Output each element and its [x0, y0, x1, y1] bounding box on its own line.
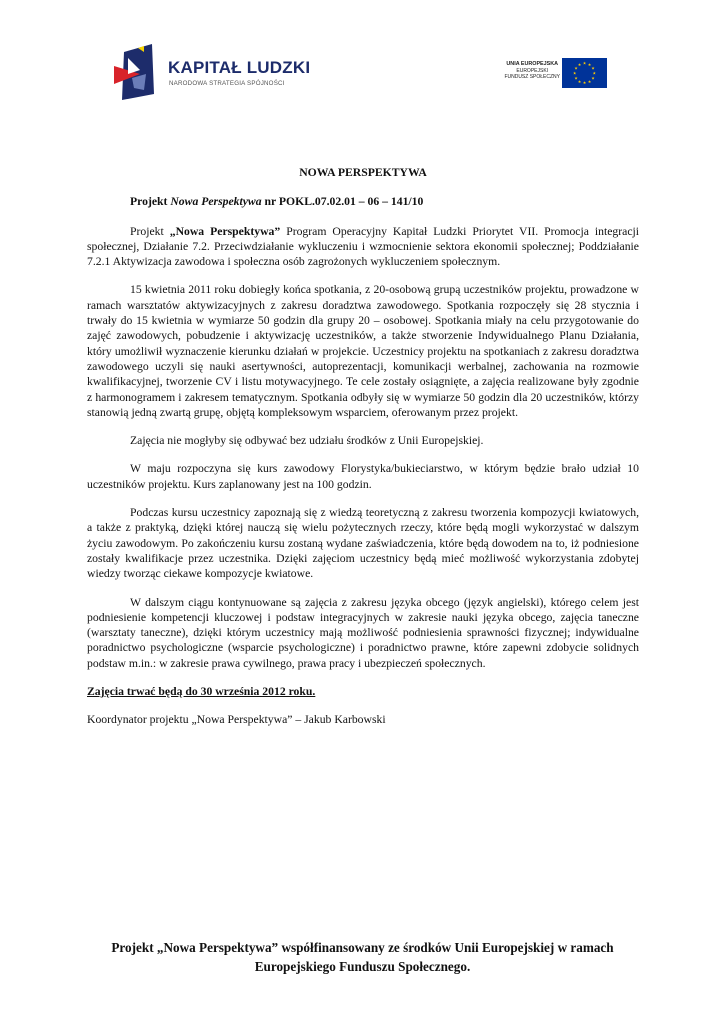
svg-text:★: ★ — [592, 70, 597, 76]
kapital-ludzki-title: KAPITAŁ LUDZKI — [168, 58, 311, 77]
svg-text:★: ★ — [577, 61, 582, 67]
paragraph-program-name: „Nowa Perspektywa” — [169, 224, 281, 238]
svg-text:★: ★ — [574, 75, 578, 81]
document-title: NOWA PERSPEKTYWA — [299, 166, 427, 179]
eu-logo-text — [504, 61, 560, 81]
page-footer — [60, 938, 665, 976]
paragraph-program — [87, 224, 639, 270]
footer-line-1: Projekt „Nowa Perspektywa” współfinansowany ze środków Unii Europejskiej w ramach — [111, 940, 614, 955]
coordinator-line: Koordynator projektu „Nowa Perspektywa” – Jakub Karbowski — [87, 713, 386, 727]
kapital-ludzki-emblem-icon — [114, 44, 162, 102]
svg-text:★: ★ — [577, 78, 582, 84]
project-number-prefix: Projekt — [130, 195, 171, 209]
kapital-ludzki-subtitle: NARODOWA STRATEGIA SPÓJNOŚCI — [169, 80, 285, 87]
svg-text:★: ★ — [591, 75, 595, 81]
eu-line-1: UNIA EUROPEJSKA — [506, 61, 559, 67]
footer-line-2: Europejskiego Funduszu Społecznego. — [254, 959, 471, 974]
svg-text:★: ★ — [582, 80, 587, 86]
paragraph-floristry-course: W maju rozpoczyna się kurs zawodowy Florystyka/bukieciarstwo, w którym będzie brało udział 10 uczestników projektu. Kurs zaplanowany jest na 100 godzin. — [87, 462, 639, 491]
page-header — [0, 0, 725, 120]
project-number-name: Nowa Perspektywa — [170, 195, 262, 209]
paragraph-course-details: Podczas kursu uczestnicy zapoznają się z wiedzą teoretyczną z zakresu tworzenia kompozycji kwiatowych, a także z praktyką, dzięki której nauczą się wielu pożytecznych rzeczy, które będą mogli wykorzystać w dalszym życiu zawodowym. Po zakończeniu kursu zostaną wydane zaświadczenia, które będą dowodem na to, iż podniesione zostały kwalifikacje przez uczestnika. Dzięki zajęciom uczestnicy będą mieć możliwość wykorzystania zdobytej wiedzy tworząc ciekawe kompozycje kwiatowe. — [87, 506, 639, 581]
svg-text:★: ★ — [587, 61, 592, 67]
svg-text:★: ★ — [591, 65, 595, 71]
svg-text:★: ★ — [582, 60, 587, 66]
paragraph-meetings: 15 kwietnia 2011 roku dobiegły końca spotkania, z 20-osobową grupą uczestników projektu, prowadzone w ramach warsztatów aktywizacyjnych z zakresu doradztwa zawodowego. Spotkania rozpoczęły się 28 stycznia i trwały do 15 kwietnia w wymiarze 50 godzin dla grupy 20 – osobowej. Spotkania miały na celu przygotowanie do zajęć zawodowych, pobudzenie i aktywizację uczestników, a także stworzenie Indywidualnego Planu Działania, który umożliwił wyznaczenie kierunku działań w projekcie. Uczestnicy projektu na spotkaniach z zakresu doradztwa zawodowego uczyli się nauki asertywności, autoprezentacji, komunikacji werbalnej, zachowania na rozmowie kwalifikacyjnej, tworzenie CV i listu motywacyjnego. Te cele zostały osiągnięte, a zajęcia realizowane były zgodnie z harmonogramem i zakresem tematycznym. Spotkania odbyły się w wymiarze 50 godzin dla 20 uczestników, którzy stanowią jedną zwartą grupę, objętą kompleksowym wsparciem, oferowanym przez projekt. — [87, 283, 639, 419]
paragraph-program-text: Program Operacyjny Kapitał Ludzki Priorytet VII. Promocja integracji społecznej, Działanie 7.2. Przeciwdziałanie wykluczeniu i wzmocnienie sektora ekonomii społecznej; Poddziałanie 7.2.1 Aktywizacja zawodowa i społeczna osób zagrożonych wykluczeniem społecznym. — [87, 224, 640, 269]
svg-text:★: ★ — [572, 70, 577, 76]
end-date-note: Zajęcia trwać będą do 30 września 2012 roku. — [87, 685, 316, 699]
document-body — [87, 165, 639, 728]
eu-line-2: EUROPEJSKI — [516, 67, 549, 74]
paragraph-program-prefix: Projekt — [130, 224, 170, 238]
paragraph-eu-funding: Zajęcia nie mogłyby się odbywać bez udziału środków z Unii Europejskiej. — [130, 434, 484, 448]
kapital-ludzki-logo — [114, 44, 311, 104]
svg-text:★: ★ — [574, 65, 578, 71]
eu-line-3: FUNDUSZ SPOŁECZNY — [504, 74, 560, 81]
eu-flag-icon — [562, 58, 607, 88]
project-number — [130, 194, 639, 209]
paragraph-continued-activities: W dalszym ciągu kontynuowane są zajęcia z zakresu języka obcego (język angielski), którego celem jest podniesienie kompetencji kluczowej i podstaw integracyjnych w zakresie nauki języka obcego, zajęcia taneczne (warsztaty taneczne), dzięki którym uczestnicy mają możliwość podniesienia sprawności fizycznej; indywidualne poradnictwo psychologiczne (wsparcie psychologiczne) i poradnictwo prawne, które zapewni zdobycie solidnych podstaw m.in.: w zakresie prawa cywilnego, prawa pracy i ubezpieczeń społecznych. — [87, 595, 639, 670]
svg-text:★: ★ — [587, 78, 592, 84]
eu-logo — [490, 58, 610, 90]
project-number-suffix: nr POKL.07.02.01 – 06 – 141/10 — [261, 195, 424, 209]
